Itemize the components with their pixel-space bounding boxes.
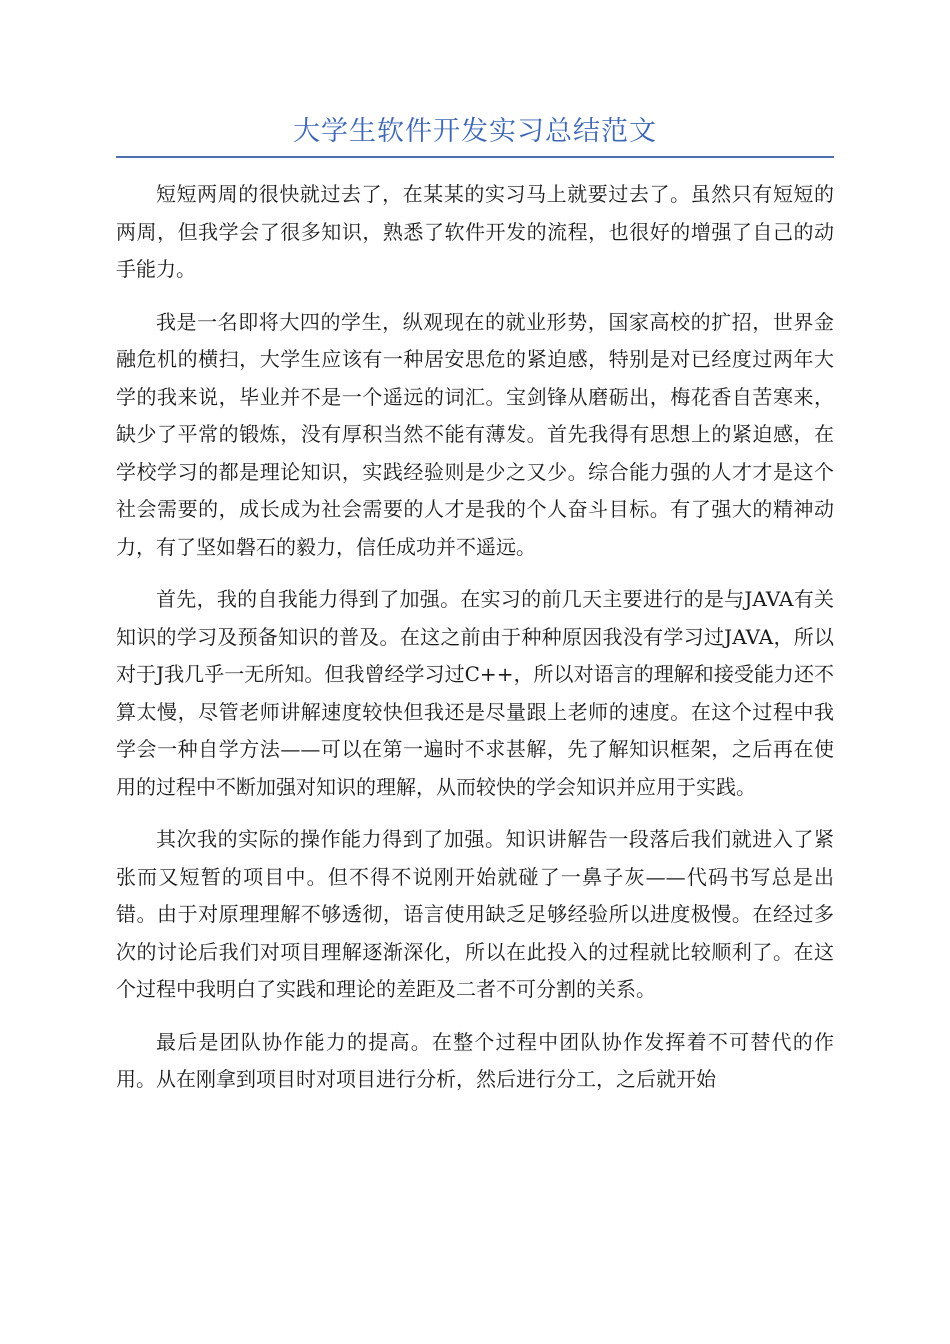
paragraph-4: 其次我的实际的操作能力得到了加强。知识讲解告一段落后我们就进入了紧张而又短暂的项目中。但不得不说刚开始就碰了一鼻子灰——代码书写总是出错。由于对原理理解不够透彻，语言使用缺乏足够经验所以进度极慢。在经过多次的讨论后我们对项目理解逐渐深化，所以在此投入的过程就比较顺利了。在这个过程中我明白了实践和理论的差距及二者不可分割的关系。	[116, 827, 834, 1001]
paragraph-2: 我是一名即将大四的学生，纵观现在的就业形势，国家高校的扩招，世界金融危机的横扫，大学生应该有一种居安思危的紧迫感，特别是对已经度过两年大学的我来说，毕业并不是一个遥远的词汇。宝剑锋从磨砺出，梅花香自苦寒来，缺少了平常的锻炼，没有厚积当然不能有薄发。首先我得有思想上的紧迫感，在学校学习的都是理论知识，实践经验则是少之又少。综合能力强的人才才是这个社会需要的，成长成为社会需要的人才是我的个人奋斗目标。有了强大的精神动力，有了坚如磐石的毅力，信任成功并不遥远。	[116, 309, 834, 559]
title-block	[116, 108, 834, 158]
paragraph-1: 短短两周的很快就过去了，在某某的实习马上就要过去了。虽然只有短短的两周，但我学会了很多知识，熟悉了软件开发的流程，也很好的增强了自己的动手能力。	[116, 182, 834, 281]
paragraph-5: 最后是团队协作能力的提高。在整个过程中团队协作发挥着不可替代的作用。从在刚拿到项目时对项目进行分析，然后进行分工，之后就开始	[116, 1029, 834, 1091]
document-body	[116, 176, 834, 1114]
document-title: 大学生软件开发实习总结范文	[293, 116, 657, 147]
paragraph-3: 首先，我的自我能力得到了加强。在实习的前几天主要进行的是与JAVA有关知识的学习及预备知识的普及。在这之前由于种种原因我没有学习过JAVA，所以对于J我几乎一无所知。但我曾经学习过C++，所以对语言的理解和接受能力还不算太慢，尽管老师讲解速度较快但我还是尽量跟上老师的速度。在这个过程中我学会一种自学方法——可以在第一遍时不求甚解，先了解知识框架，之后再在使用的过程中不断加强对知识的理解，从而较快的学会知识并应用于实践。	[116, 587, 834, 799]
